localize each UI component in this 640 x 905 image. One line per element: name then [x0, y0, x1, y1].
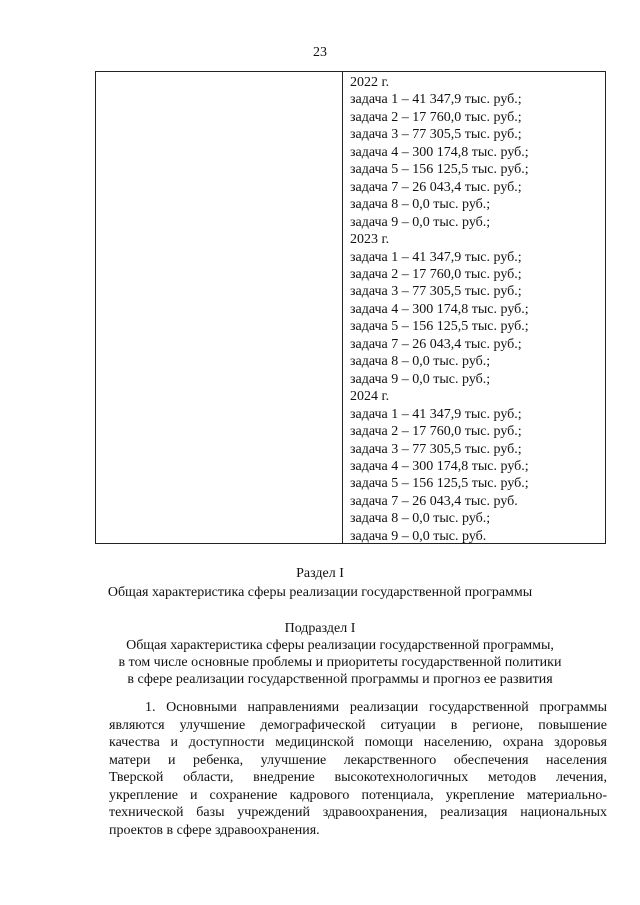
section-title: Раздел I [296, 566, 344, 581]
paragraph-line: качества и доступности медицинской помощи населению, охрана здоровья [109, 735, 607, 750]
funding-table [95, 71, 606, 544]
funding-line: задача 2 – 17 760,0 тыс. руб.; [350, 109, 522, 125]
subsection-title: Подраздел I [284, 621, 356, 636]
funding-line: задача 8 – 0,0 тыс. руб.; [350, 511, 491, 527]
heading-line: Общая характеристика сферы реализации государственной программы, [126, 638, 554, 653]
funding-line: задача 3 – 77 305,5 тыс. руб.; [350, 441, 522, 457]
funding-line: задача 7 – 26 043,4 тыс. руб. [350, 493, 518, 509]
funding-line: задача 7 – 26 043,4 тыс. руб.; [350, 179, 522, 195]
funding-line: задача 8 – 0,0 тыс. руб.; [350, 354, 491, 370]
paragraph-line: являются улучшение демографической ситуации в регионе, повышение [109, 717, 607, 733]
funding-line: задача 4 – 300 174,8 тыс. руб.; [350, 301, 529, 317]
funding-line: задача 4 – 300 174,8 тыс. руб.; [350, 144, 529, 160]
funding-line: задача 1 – 41 347,9 тыс. руб.; [350, 406, 522, 422]
funding-year-2023: 2023 г. [350, 232, 390, 248]
funding-line: задача 5 – 156 125,5 тыс. руб.; [350, 476, 529, 492]
paragraph-line: проектов в сфере здравоохранения. [109, 822, 320, 838]
table-left-cell [96, 72, 343, 543]
funding-line: задача 9 – 0,0 тыс. руб.; [350, 214, 491, 230]
paragraph-line: Тверской области, внедрение высокотехнологичных методов лечения, [109, 770, 607, 785]
body-paragraph [109, 699, 607, 839]
funding-line: задача 3 – 77 305,5 тыс. руб.; [350, 127, 522, 143]
paragraph-line: 1. Основными направлениями реализации государственной программы [145, 700, 607, 715]
funding-line: задача 4 – 300 174,8 тыс. руб.; [350, 458, 529, 474]
funding-year-2022: 2022 г. [350, 75, 390, 90]
paragraph-line: матери и ребенка, улучшение лекарственного обеспечения населения [109, 752, 607, 768]
funding-line: задача 2 – 17 760,0 тыс. руб.; [350, 266, 522, 282]
funding-line: задача 5 – 156 125,5 тыс. руб.; [350, 319, 529, 335]
heading-line: в том числе основные проблемы и приоритеты государственной политики [118, 655, 562, 670]
funding-line: задача 8 – 0,0 тыс. руб.; [350, 197, 491, 213]
funding-line: задача 7 – 26 043,4 тыс. руб.; [350, 336, 522, 352]
funding-year-2024: 2024 г. [350, 389, 390, 405]
paragraph-line: технической базы учреждений здравоохранения, реализация национальных [109, 805, 607, 820]
heading-line: в сфере реализации государственной программы и прогноз ее развития [127, 672, 553, 687]
funding-line: задача 9 – 0,0 тыс. руб.; [350, 371, 491, 387]
funding-line: задача 3 – 77 305,5 тыс. руб.; [350, 284, 522, 300]
section-subtitle: Общая характеристика сферы реализации государственной программы [107, 585, 533, 600]
paragraph-line: укрепление и сохранение кадрового потенциала, укрепление материально- [109, 787, 607, 803]
funding-line: задача 1 – 41 347,9 тыс. руб.; [350, 92, 522, 108]
page-number: 23 [313, 45, 327, 60]
funding-line: задача 2 – 17 760,0 тыс. руб.; [350, 424, 522, 440]
funding-line: задача 1 – 41 347,9 тыс. руб.; [350, 249, 522, 265]
funding-line: задача 9 – 0,0 тыс. руб. [350, 528, 487, 544]
subsection-heading [70, 637, 610, 688]
funding-line: задача 5 – 156 125,5 тыс. руб.; [350, 162, 529, 178]
table-right-cell [344, 72, 605, 543]
